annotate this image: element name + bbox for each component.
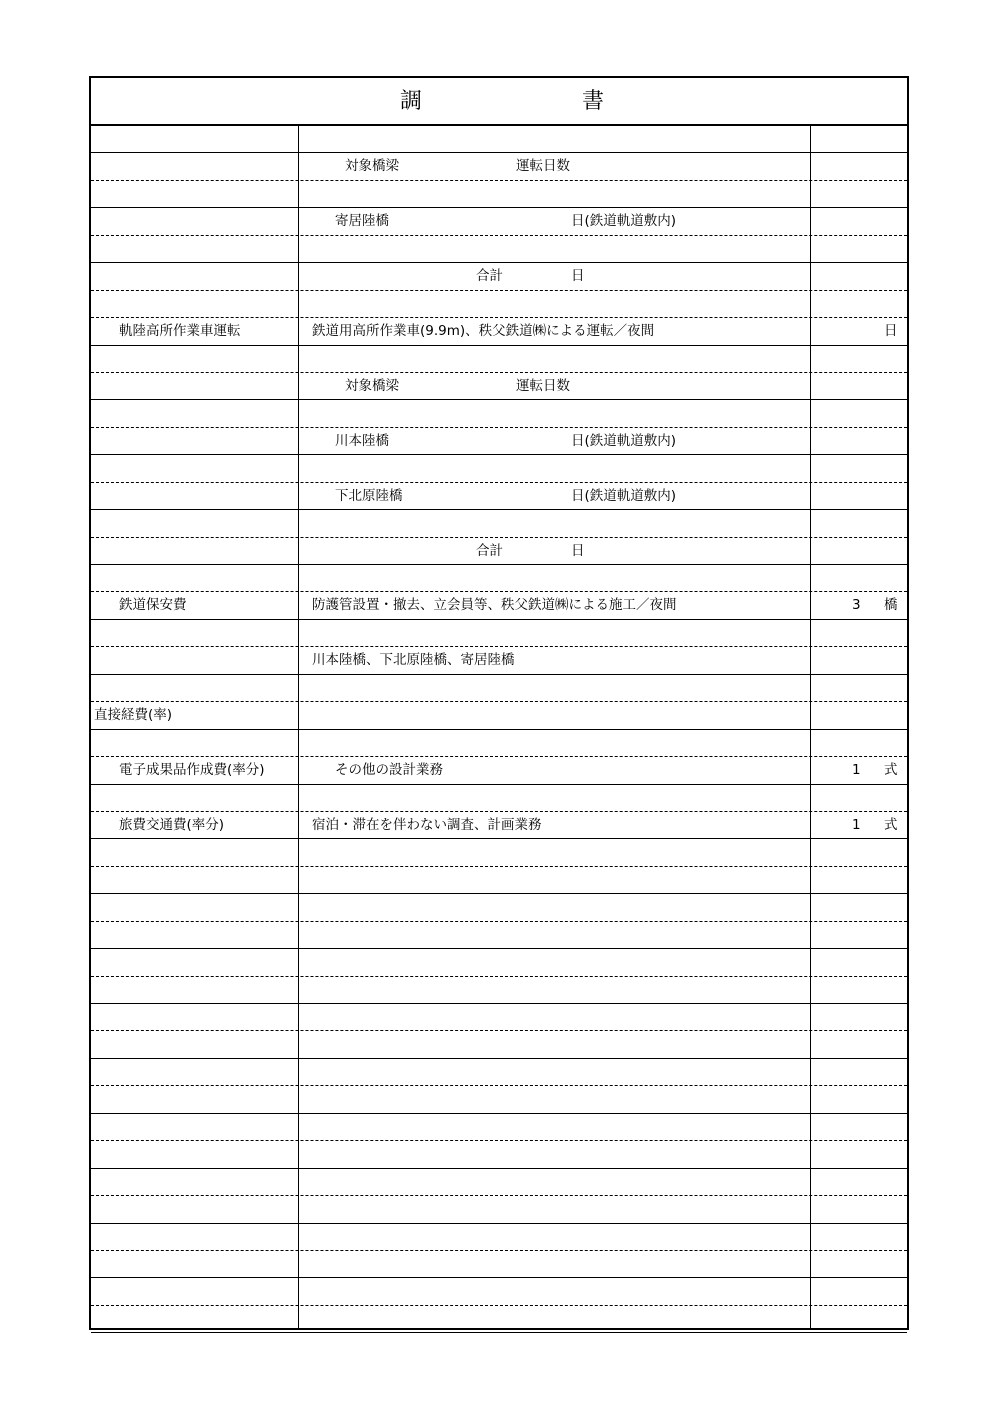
table-row bbox=[91, 126, 907, 153]
title-bar bbox=[91, 78, 907, 126]
table-row bbox=[91, 894, 907, 921]
table-row bbox=[91, 346, 907, 373]
table-row bbox=[91, 1251, 907, 1278]
spec-cell: 対象橋梁 bbox=[345, 158, 399, 175]
table-row bbox=[91, 1114, 907, 1141]
unit-cell: 式 bbox=[884, 816, 898, 833]
spec-unit-cell: 日 bbox=[571, 542, 585, 559]
table-row bbox=[91, 263, 907, 290]
table-row bbox=[91, 318, 907, 345]
table-row bbox=[91, 1224, 907, 1251]
table-row bbox=[91, 1306, 907, 1333]
spec-cell: 川本陸橋、下北原陸橋、寄居陸橋 bbox=[312, 652, 515, 669]
table-row bbox=[91, 730, 907, 757]
quantity-cell: 1 bbox=[852, 816, 861, 833]
table-row bbox=[91, 565, 907, 592]
table-row bbox=[91, 757, 907, 784]
spec-cell: 防護管設置・撤去、立会員等、秩父鉄道㈱による施工／夜間 bbox=[312, 597, 677, 614]
table-row bbox=[91, 785, 907, 812]
table-row bbox=[91, 538, 907, 565]
table-row bbox=[91, 153, 907, 180]
table-row bbox=[91, 647, 907, 674]
quantity-cell: 3 bbox=[852, 597, 861, 614]
spec-cell: 鉄道用高所作業車(9.9m)、秩父鉄道㈱による運転／夜間 bbox=[312, 323, 655, 340]
table-row bbox=[91, 373, 907, 400]
table-row bbox=[91, 291, 907, 318]
column-divider-1 bbox=[298, 126, 299, 1328]
table-row bbox=[91, 949, 907, 976]
spec-unit-cell: 日(鉄道軌道敷内) bbox=[571, 213, 677, 230]
item-name-cell: 電子成果品作成費(率分) bbox=[119, 762, 265, 779]
spec-cell: 川本陸橋 bbox=[335, 432, 389, 449]
table-row bbox=[91, 867, 907, 894]
unit-cell: 日 bbox=[884, 323, 898, 340]
table-row bbox=[91, 428, 907, 455]
table-row bbox=[91, 1169, 907, 1196]
table-row bbox=[91, 839, 907, 866]
table-row bbox=[91, 208, 907, 235]
table-row bbox=[91, 1059, 907, 1086]
spec-cell: 下北原陸橋 bbox=[335, 487, 403, 504]
spec-unit-cell: 日 bbox=[571, 268, 585, 285]
table-row bbox=[91, 922, 907, 949]
table-row bbox=[91, 702, 907, 729]
title-char-1: 調 bbox=[400, 89, 423, 114]
item-name-cell: 直接経費(率) bbox=[94, 707, 173, 724]
item-name-cell: 鉄道保安費 bbox=[119, 597, 187, 614]
table-row bbox=[91, 1333, 907, 1360]
table-grid bbox=[91, 126, 907, 1361]
spec-sub-cell: 合計 bbox=[476, 542, 503, 559]
table-row bbox=[91, 812, 907, 839]
table-row bbox=[91, 1196, 907, 1223]
spec-unit-cell: 日(鉄道軌道敷内) bbox=[571, 487, 677, 504]
spec-sub-cell: 運転日数 bbox=[516, 377, 570, 394]
spec-unit-cell: 日(鉄道軌道敷内) bbox=[571, 432, 677, 449]
table-row bbox=[91, 236, 907, 263]
item-name-cell: 旅費交通費(率分) bbox=[119, 816, 225, 833]
document-sheet bbox=[89, 76, 909, 1330]
unit-cell: 橋 bbox=[884, 597, 898, 614]
table-row bbox=[91, 1004, 907, 1031]
table-row bbox=[91, 455, 907, 482]
item-name-cell: 軌陸高所作業車運転 bbox=[119, 323, 241, 340]
spec-sub-cell: 運転日数 bbox=[516, 158, 570, 175]
table-row bbox=[91, 483, 907, 510]
table-row bbox=[91, 675, 907, 702]
spec-cell: その他の設計業務 bbox=[335, 762, 443, 779]
table-row bbox=[91, 592, 907, 619]
table-row bbox=[91, 1086, 907, 1113]
title-char-2: 書 bbox=[582, 89, 605, 114]
spec-cell: 寄居陸橋 bbox=[335, 213, 389, 230]
quantity-cell: 1 bbox=[852, 762, 861, 779]
spec-cell: 対象橋梁 bbox=[345, 377, 399, 394]
table-row bbox=[91, 1278, 907, 1305]
table-row bbox=[91, 181, 907, 208]
spec-cell: 宿泊・滞在を伴わない調査、計画業務 bbox=[312, 816, 542, 833]
table-row bbox=[91, 977, 907, 1004]
table-row bbox=[91, 510, 907, 537]
column-divider-2 bbox=[810, 126, 811, 1328]
table-row bbox=[91, 1031, 907, 1058]
unit-cell: 式 bbox=[884, 762, 898, 779]
table-row bbox=[91, 1141, 907, 1168]
spec-sub-cell: 合計 bbox=[476, 268, 503, 285]
table-row bbox=[91, 400, 907, 427]
table-row bbox=[91, 620, 907, 647]
